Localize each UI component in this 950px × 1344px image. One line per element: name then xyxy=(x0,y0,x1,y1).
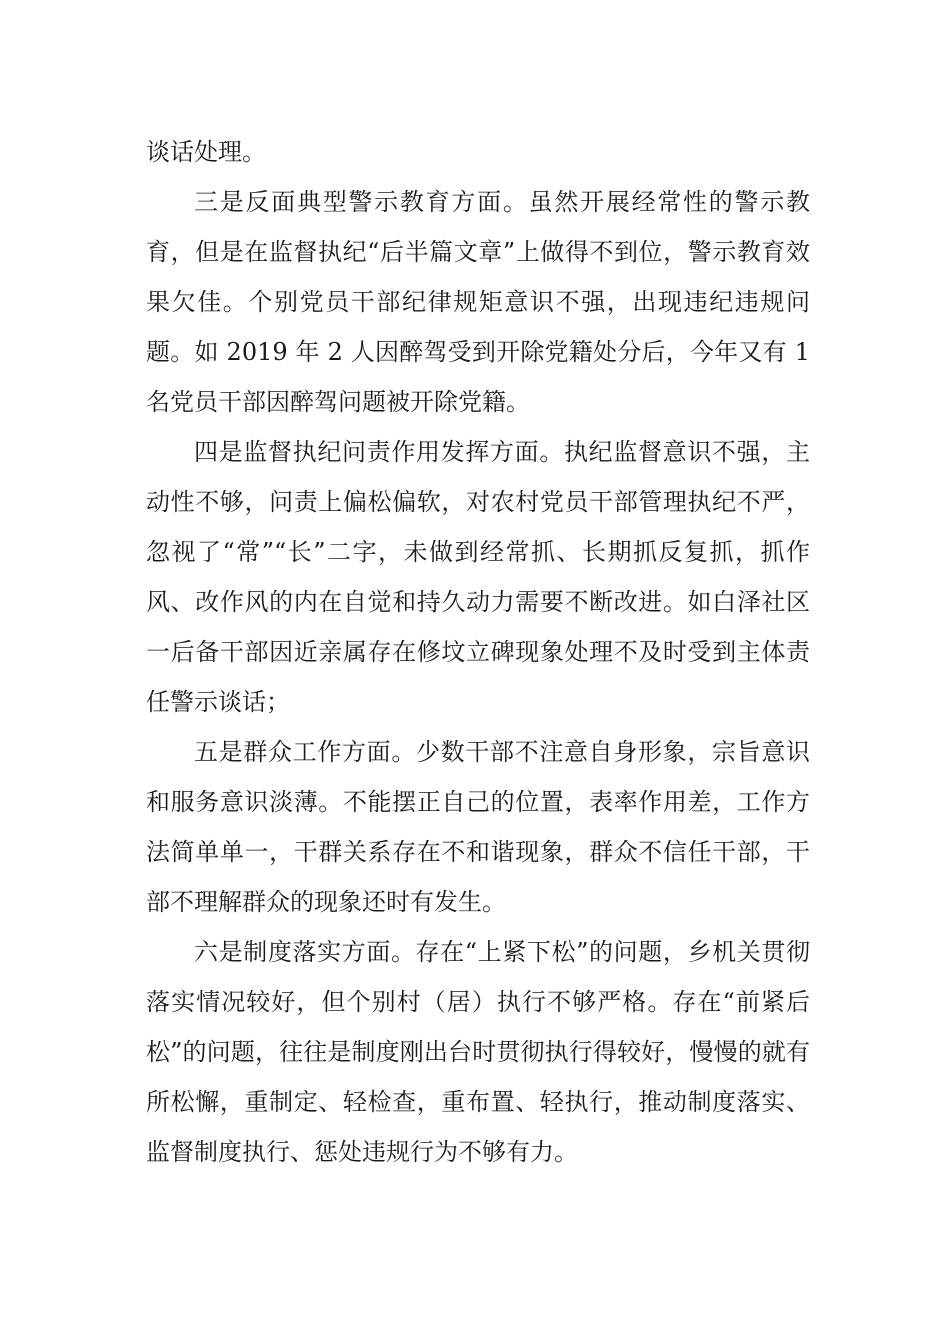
document-body xyxy=(146,127,810,1177)
paragraph-warning-education: 三是反面典型警示教育方面。虽然开展经常性的警示教育，但是在监督执纪“后半篇文章”上做得不到位，警示教育效果欠佳。个别党员干部纪律规矩意识不强，出现违纪违规问题。如 2019 年 2 人因醉驾受到开除党籍处分后，今年又有 1 名党员干部因醉驾问题被开除党籍。 xyxy=(146,188,810,416)
paragraph-supervision-accountability: 四是监督执纪问责作用发挥方面。执纪监督意识不强，主动性不够，问责上偏松偏软，对农村党员干部管理执纪不严，忽视了“常”“长”二字，未做到经常抓、长期抓反复抓，抓作风、改作风的内在自觉和持久动力需要不断改进。如白泽社区一后备干部因近亲属存在修坟立碑现象处理不及时受到主体责任警示谈话； xyxy=(146,438,810,716)
paragraph-system-implementation: 六是制度落实方面。存在“上紧下松”的问题，乡机关贯彻落实情况较好，但个别村（居）执行不够严格。存在“前紧后松”的问题，往往是制度刚出台时贯彻执行得较好，慢慢的就有所松懈，重制定、轻检查，重布置、轻执行，推动制度落实、监督制度执行、惩处违规行为不够有力。 xyxy=(146,938,810,1166)
paragraph-mass-work: 五是群众工作方面。少数干部不注意自身形象，宗旨意识和服务意识淡薄。不能摆正自己的位置，表率作用差，工作方法简单单一，干群关系存在不和谐现象，群众不信任干部，干部不理解群众的现象还时有发生。 xyxy=(146,738,810,916)
paragraph-continuation: 谈话处理。 xyxy=(146,138,266,166)
